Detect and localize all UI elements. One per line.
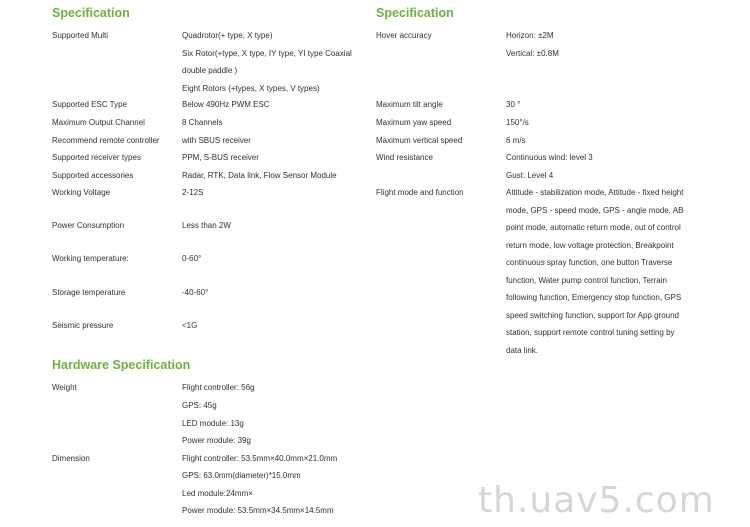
spec-value: Continuous wind: level 3 xyxy=(506,153,593,162)
spec-value: 2-12S xyxy=(182,188,204,197)
spec-value: following function, Emergency stop function, GPS xyxy=(506,293,682,302)
spec-label: Working Voltage xyxy=(52,188,111,197)
spec-value: Less than 2W xyxy=(182,221,231,230)
spec-value: function, Water pump control function, Terrain xyxy=(506,275,667,285)
spec-label: Supported accessories xyxy=(52,170,134,180)
spec-value: Radar, RTK, Data link, Flow Sensor Module xyxy=(182,170,337,180)
spec-label: Maximum yaw speed xyxy=(376,118,452,127)
spec-value: Gust: Level 4 xyxy=(506,170,554,180)
hardware-spec-heading: Hardware Specification xyxy=(52,358,191,372)
spec-value: <1G xyxy=(182,321,198,330)
spec-label: Working temperature: xyxy=(52,254,129,263)
spec-value: LED module: 13g xyxy=(182,418,244,428)
left-spec-heading: Specification xyxy=(52,6,130,20)
spec-value: Attitude - stabilization mode, Attitude - fixed height xyxy=(506,188,684,197)
spec-value: Horizon: ±2M xyxy=(506,31,554,40)
watermark: th.uav5.com xyxy=(478,480,715,521)
spec-value: Flight controller: 56g xyxy=(182,383,255,392)
spec-value: Eight Rotors (+types, X types, V types) xyxy=(182,83,320,93)
spec-value: Vertical: ±0.8M xyxy=(506,48,559,58)
spec-label: Supported Multi xyxy=(52,31,109,40)
spec-value: data link. xyxy=(506,345,539,355)
spec-value: continuous spray function, one button Traverse xyxy=(506,258,673,267)
spec-value: PPM, S-BUS receiver xyxy=(182,153,259,162)
spec-value: point mode, automatic return mode, out of control xyxy=(506,223,681,232)
spec-value: Quadrotor(+ type, X type) xyxy=(182,31,273,40)
spec-label: Weight xyxy=(52,383,77,392)
spec-value: station, support remote control tuning setting by xyxy=(506,328,675,337)
spec-value: speed switching function, support for App ground xyxy=(506,310,679,320)
spec-value: GPS: 63.0mm(diameter)*15.0mm xyxy=(182,471,301,480)
spec-value: 0-60° xyxy=(182,254,202,263)
spec-label: Dimension xyxy=(52,453,90,463)
spec-label: Hover accuracy xyxy=(376,31,432,40)
spec-label: Flight mode and function xyxy=(376,188,464,197)
spec-label: Storage temperature xyxy=(52,288,126,297)
spec-value: GPS: 45g xyxy=(182,401,217,410)
spec-value: Power module: 39g xyxy=(182,436,251,445)
spec-value: 150°/s xyxy=(506,118,529,127)
spec-value: with SBUS receiver xyxy=(182,135,251,145)
spec-label: Recommend remote controller xyxy=(52,135,160,145)
spec-value: Below 490Hz PWM ESC xyxy=(182,100,270,109)
spec-label: Maximum Output Channel xyxy=(52,118,145,127)
spec-label: Power Consumption xyxy=(52,221,125,230)
spec-label: Supported ESC Type xyxy=(52,100,128,109)
right-spec-heading: Specification xyxy=(376,6,454,20)
spec-label: Supported receiver types xyxy=(52,153,141,162)
spec-label: Maximum vertical speed xyxy=(376,135,463,145)
spec-label: Maximum tilt angle xyxy=(376,100,443,109)
spec-value: Six Rotor(+type, X type, IY type, YI type Coaxial xyxy=(182,48,352,58)
spec-value: 30 ° xyxy=(506,100,521,109)
spec-value: Led module:24mm× xyxy=(182,488,253,498)
spec-value: -40-60° xyxy=(182,288,209,297)
spec-value: Power module: 53.5mm×34.5mm×14.5mm xyxy=(182,506,334,515)
spec-value: 8 Channels xyxy=(182,118,223,127)
spec-value: return mode, low voltage protection, Breakpoint xyxy=(506,240,674,250)
spec-label: Seismic pressure xyxy=(52,321,114,330)
spec-value: double paddle ) xyxy=(182,66,238,75)
spec-value: 6 m/s xyxy=(506,135,526,145)
spec-value: mode, GPS - speed mode, GPS - angle mode, AB xyxy=(506,205,684,215)
spec-value: Flight controller: 53.5mm×40.0mm×21.0mm xyxy=(182,453,338,463)
spec-label: Wind resistance xyxy=(376,153,433,162)
